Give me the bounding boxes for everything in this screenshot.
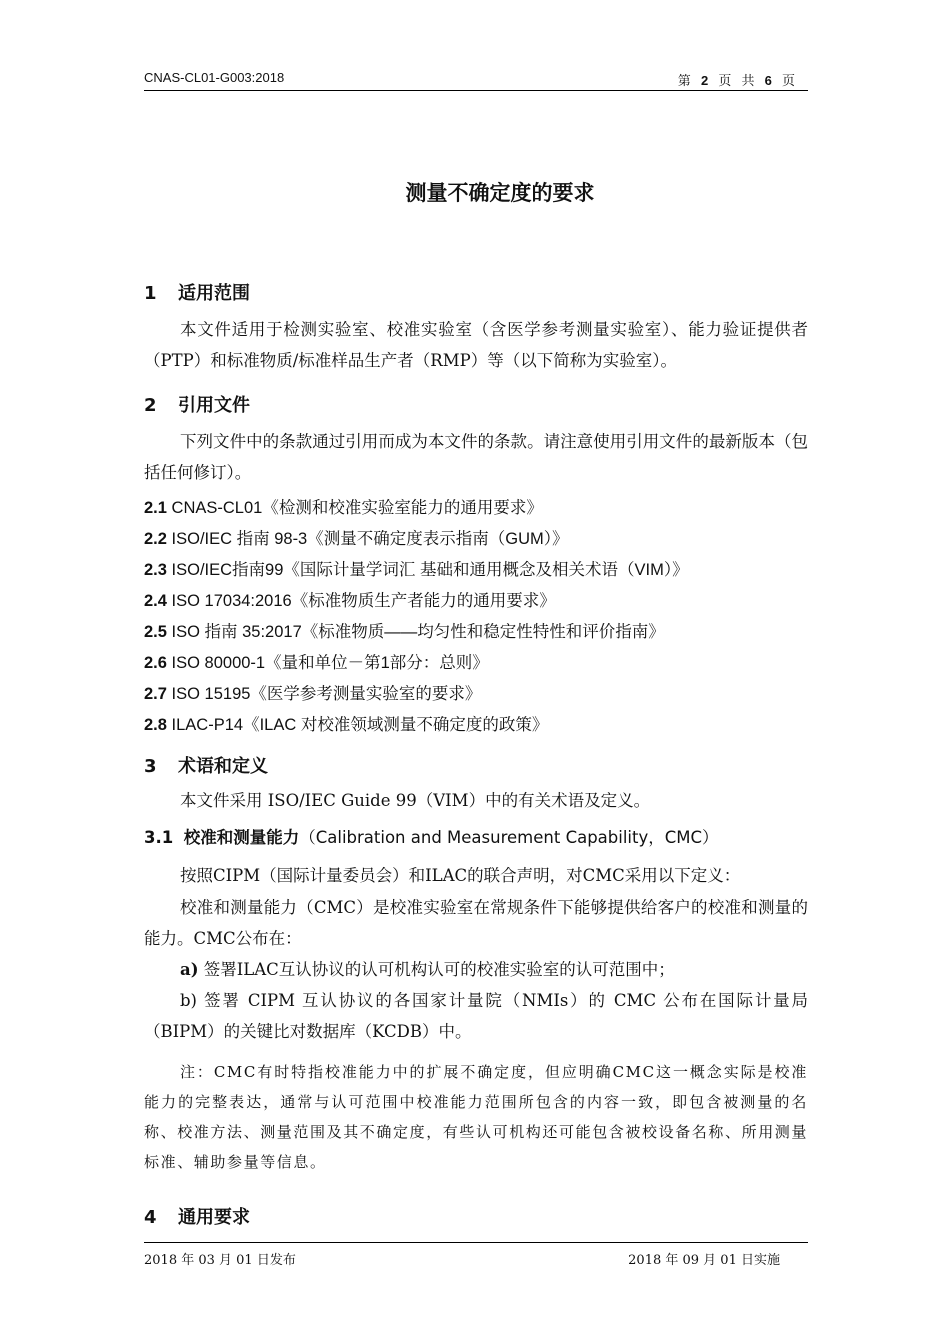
- document-title: 测量不确定度的要求: [405, 181, 595, 205]
- reference-item: 2.8 ILAC-P14《ILAC 对校准领域测量不确定度的政策》: [144, 716, 549, 734]
- note-paragraph: 注：CMC有时特指校准能力中的扩展不确定度，但应明确CMC这一概念实际是校准能力的完整表达，通常与认可范围中校准能力范围所包含的内容一致，即包含被测量的名称、校准方法、测量范围及其不确定度，有些认可机构还可能包含被校设备名称、所用测量标准、辅助参量等信息。: [144, 1063, 809, 1171]
- section-heading-4: 4 通用要求: [144, 1207, 250, 1228]
- reference-item: 2.6 ISO 80000-1《量和单位－第1部分：总则》: [144, 654, 489, 672]
- references-intro: 下列文件中的条款通过引用而成为本文件的条款。请注意使用引用文件的最新版本（包括任何修订）。: [144, 432, 808, 482]
- section-heading-2: 2 引用文件: [144, 395, 250, 416]
- cmc-definition-intro: 按照CIPM（国际计量委员会）和ILAC的联合声明，对CMC采用以下定义：: [180, 866, 741, 885]
- reference-item: 2.4 ISO 17034:2016《标准物质生产者能力的通用要求》: [144, 592, 556, 610]
- publish-date: 2018 年 03 月 01 日发布: [144, 1253, 296, 1268]
- section-heading-3: 3 术语和定义: [144, 756, 268, 777]
- reference-item: 2.1 CNAS-CL01《检测和校准实验室能力的通用要求》: [144, 499, 543, 517]
- section-heading-1: 1 适用范围: [144, 283, 250, 304]
- page-footer: [144, 1242, 808, 1271]
- page-header: [144, 70, 808, 91]
- list-item-a: a) 签署ILAC互认协议的认可机构认可的校准实验室的认可范围中；: [180, 960, 675, 979]
- scope-paragraph: 本文件适用于检测实验室、校准实验室（含医学参考测量实验室）、能力验证提供者（PTP）和标准物质/标准样品生产者（RMP）等（以下简称为实验室）。: [144, 320, 808, 370]
- reference-item: 2.5 ISO 指南 35:2017《标准物质——均匀性和稳定性特性和评价指南》: [144, 623, 665, 641]
- cmc-definition: 校准和测量能力（CMC）是校准实验室在常规条件下能够提供给客户的校准和测量的能力。CMC公布在：: [144, 898, 808, 948]
- reference-item: 2.3 ISO/IEC指南99《国际计量学词汇 基础和通用概念及相关术语（VIM）》: [144, 561, 689, 579]
- document-code: CNAS-CL01-G003:2018: [144, 70, 285, 85]
- effective-date: 2018 年 09 月 01 日实施: [628, 1253, 780, 1268]
- subsection-heading-3-1: 3.1 校准和测量能力（Calibration and Measurement Capability，CMC）: [144, 828, 719, 847]
- page-number: 第 2 页 共 6 页: [677, 73, 798, 89]
- reference-item: 2.7 ISO 15195《医学参考测量实验室的要求》: [144, 685, 482, 703]
- list-item-b: b) 签署 CIPM 互认协议的各国家计量院（NMIs）的 CMC 公布在国际计量局（BIPM）的关键比对数据库（KCDB）中。: [144, 991, 808, 1041]
- reference-item: 2.2 ISO/IEC 指南 98-3《测量不确定度表示指南（GUM）》: [144, 530, 569, 548]
- terms-paragraph: 本文件采用 ISO/IEC Guide 99（VIM）中的有关术语及定义。: [180, 791, 651, 810]
